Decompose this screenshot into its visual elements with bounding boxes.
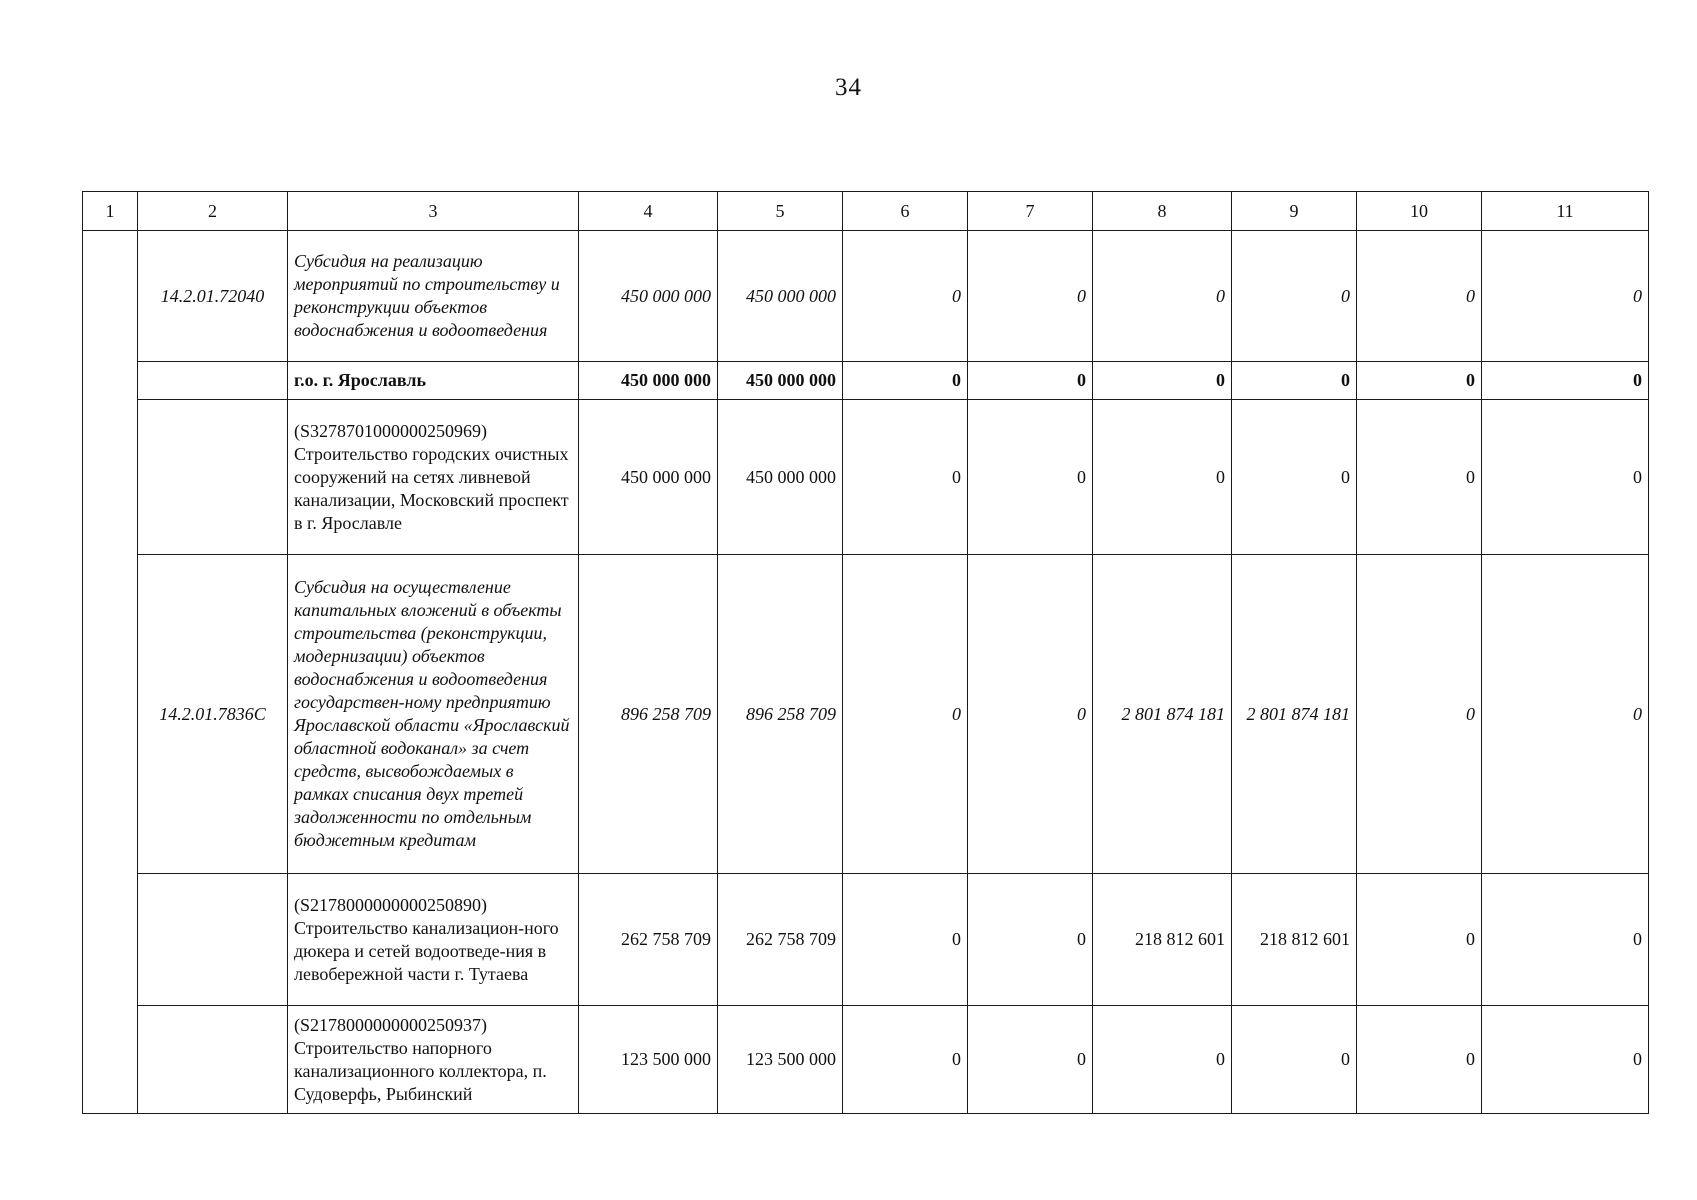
value-cell: 0 bbox=[1093, 362, 1232, 400]
description-cell: (S2178000000000250937) Строительство напорного канализационного коллектора, п. Судоверфь, Рыбинский bbox=[288, 1006, 579, 1114]
table-row bbox=[83, 874, 1649, 1006]
description-cell: (S2178000000000250890) Строительство канализацион-ного дюкера и сетей водоотведе-ния в левобережной части г. Тутаева bbox=[288, 874, 579, 1006]
page-number: 34 bbox=[835, 74, 862, 101]
value-cell: 0 bbox=[1357, 362, 1482, 400]
value-cell: 0 bbox=[968, 555, 1093, 874]
value-cell: 0 bbox=[968, 1006, 1093, 1114]
table-header-row bbox=[83, 192, 1649, 231]
value-cell: 0 bbox=[968, 400, 1093, 555]
column-header: 5 bbox=[718, 192, 843, 231]
value-cell: 218 812 601 bbox=[1093, 874, 1232, 1006]
value-cell: 0 bbox=[968, 362, 1093, 400]
value-cell: 0 bbox=[843, 231, 968, 362]
value-cell: 0 bbox=[1232, 231, 1357, 362]
value-cell: 0 bbox=[843, 1006, 968, 1114]
code-cell bbox=[138, 1006, 288, 1114]
column-header: 6 bbox=[843, 192, 968, 231]
value-cell: 896 258 709 bbox=[579, 555, 718, 874]
budget-table bbox=[82, 191, 1649, 1114]
value-cell: 218 812 601 bbox=[1232, 874, 1357, 1006]
value-cell: 0 bbox=[1482, 362, 1649, 400]
value-cell: 0 bbox=[968, 874, 1093, 1006]
value-cell: 0 bbox=[1482, 555, 1649, 874]
description-cell: Субсидия на реализацию мероприятий по строительству и реконструкции объектов водоснабжения и водоотведения bbox=[288, 231, 579, 362]
code-cell bbox=[138, 874, 288, 1006]
value-cell: 0 bbox=[1093, 231, 1232, 362]
value-cell: 262 758 709 bbox=[718, 874, 843, 1006]
value-cell: 0 bbox=[1093, 1006, 1232, 1114]
column-header: 4 bbox=[579, 192, 718, 231]
value-cell: 0 bbox=[843, 362, 968, 400]
column-header: 8 bbox=[1093, 192, 1232, 231]
column-header: 3 bbox=[288, 192, 579, 231]
value-cell: 0 bbox=[1482, 231, 1649, 362]
empty-column-cell bbox=[83, 231, 138, 1114]
value-cell: 0 bbox=[1357, 231, 1482, 362]
value-cell: 0 bbox=[1357, 1006, 1482, 1114]
column-header: 2 bbox=[138, 192, 288, 231]
code-cell: 14.2.01.7836C bbox=[138, 555, 288, 874]
value-cell: 450 000 000 bbox=[579, 400, 718, 555]
value-cell: 0 bbox=[1357, 555, 1482, 874]
value-cell: 2 801 874 181 bbox=[1232, 555, 1357, 874]
code-cell bbox=[138, 362, 288, 400]
table-row bbox=[83, 1006, 1649, 1114]
value-cell: 2 801 874 181 bbox=[1093, 555, 1232, 874]
value-cell: 896 258 709 bbox=[718, 555, 843, 874]
value-cell: 0 bbox=[1093, 400, 1232, 555]
value-cell: 123 500 000 bbox=[718, 1006, 843, 1114]
value-cell: 450 000 000 bbox=[579, 362, 718, 400]
code-cell bbox=[138, 400, 288, 555]
value-cell: 0 bbox=[1232, 400, 1357, 555]
table-row bbox=[83, 362, 1649, 400]
table-row bbox=[83, 231, 1649, 362]
value-cell: 0 bbox=[843, 555, 968, 874]
column-header: 9 bbox=[1232, 192, 1357, 231]
code-cell: 14.2.01.72040 bbox=[138, 231, 288, 362]
value-cell: 0 bbox=[843, 400, 968, 555]
value-cell: 0 bbox=[968, 231, 1093, 362]
value-cell: 262 758 709 bbox=[579, 874, 718, 1006]
value-cell: 0 bbox=[1482, 400, 1649, 555]
column-header: 7 bbox=[968, 192, 1093, 231]
value-cell: 0 bbox=[1232, 1006, 1357, 1114]
value-cell: 450 000 000 bbox=[718, 231, 843, 362]
value-cell: 0 bbox=[1357, 400, 1482, 555]
description-cell: Субсидия на осуществление капитальных вложений в объекты строительства (реконструкции, модернизации) объектов водоснабжения и водоотведения государствен-ному предприятию Ярославской области «Ярославский областной водоканал» за счет средств, высвобождаемых в рамках списания двух третей задолженности по отдельным бюджетным кредитам bbox=[288, 555, 579, 874]
table-row bbox=[83, 400, 1649, 555]
column-header: 1 bbox=[83, 192, 138, 231]
value-cell: 0 bbox=[843, 874, 968, 1006]
column-header: 11 bbox=[1482, 192, 1649, 231]
value-cell: 450 000 000 bbox=[718, 400, 843, 555]
description-cell: (S3278701000000250969) Строительство городских очистных сооружений на сетях ливневой канализации, Московский проспект в г. Ярославле bbox=[288, 400, 579, 555]
table-row bbox=[83, 555, 1649, 874]
column-header: 10 bbox=[1357, 192, 1482, 231]
value-cell: 0 bbox=[1357, 874, 1482, 1006]
value-cell: 0 bbox=[1232, 362, 1357, 400]
value-cell: 450 000 000 bbox=[579, 231, 718, 362]
value-cell: 123 500 000 bbox=[579, 1006, 718, 1114]
value-cell: 450 000 000 bbox=[718, 362, 843, 400]
value-cell: 0 bbox=[1482, 1006, 1649, 1114]
value-cell: 0 bbox=[1482, 874, 1649, 1006]
description-cell: г.о. г. Ярославль bbox=[288, 362, 579, 400]
